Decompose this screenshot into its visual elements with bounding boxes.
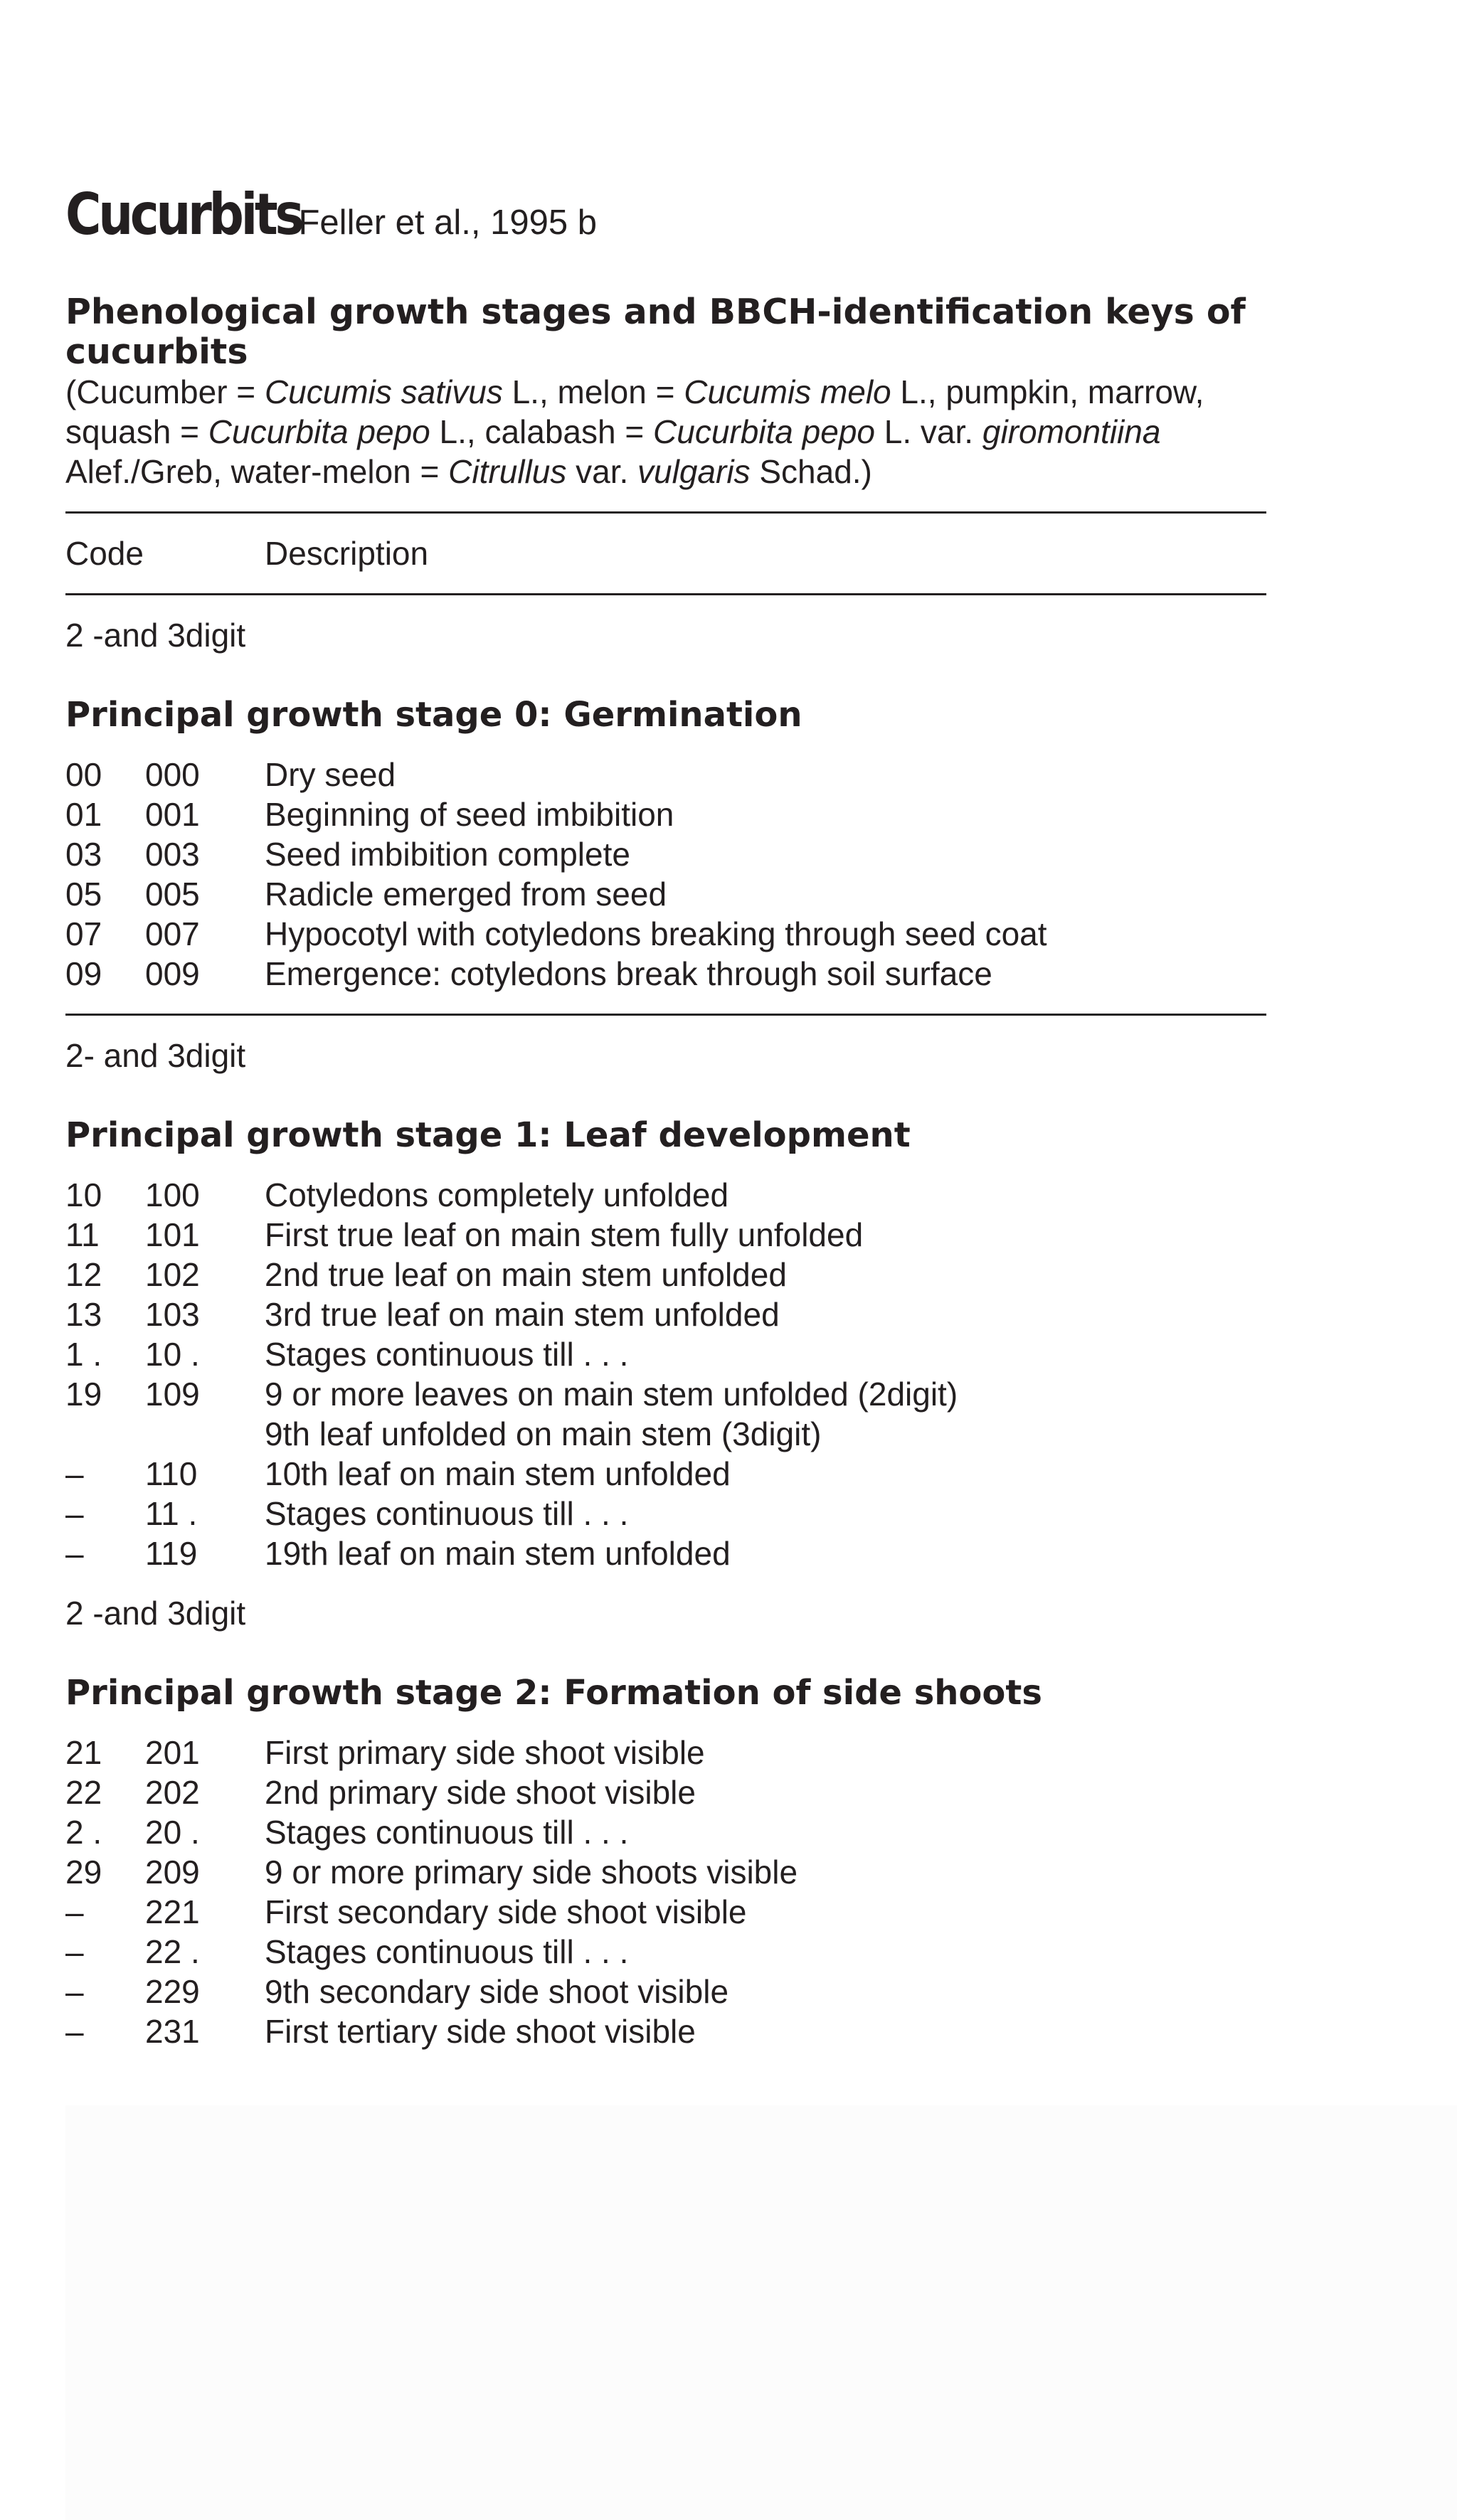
stage-description: 9 or more primary side shoots visible (265, 1854, 798, 1891)
stage-row (65, 954, 1266, 994)
code-3digit: 003 (145, 836, 200, 873)
stage-row (65, 1772, 1266, 1812)
stage-title: Principal growth stage 0: Germination (65, 695, 802, 735)
code-2digit: – (65, 1973, 84, 2010)
title-author: Feller et al., 1995 b (298, 203, 597, 242)
stage-row (65, 1175, 1266, 1215)
code-3digit: 20 . (145, 1814, 200, 1851)
code-2digit: – (65, 1933, 84, 1970)
stage-row (65, 1494, 1266, 1533)
code-2digit: – (65, 2013, 84, 2050)
section-rule (65, 1014, 1266, 1016)
stage-row (65, 1374, 1266, 1414)
code-3digit: 10 . (145, 1336, 200, 1373)
stage-description: 2nd true leaf on main stem unfolded (265, 1256, 787, 1293)
stage-row (65, 1294, 1266, 1334)
stage-description: First secondary side shoot visible (265, 1893, 747, 1930)
stage-description: Stages continuous till . . . (265, 1814, 629, 1851)
code-3digit: 100 (145, 1176, 200, 1213)
species-text: L., pumpkin, marrow, squash = (65, 373, 1204, 450)
digit-label: 2 -and 3digit (65, 617, 246, 654)
code-3digit: 229 (145, 1973, 200, 2010)
stage-description: 19th leaf on main stem unfolded (265, 1535, 731, 1572)
stage-row (65, 755, 1266, 794)
stage-row (65, 1533, 1266, 1573)
species-name: Cucurbita pepo (653, 413, 875, 450)
code-2digit: 22 (65, 1774, 102, 1811)
code-2digit: – (65, 1495, 84, 1532)
species-name: vulgaris (637, 453, 751, 490)
digit-label: 2- and 3digit (65, 1037, 246, 1074)
code-2digit: 03 (65, 836, 102, 873)
species-name: Cucumis melo (684, 373, 891, 410)
stage-row (65, 794, 1266, 834)
code-2digit: 05 (65, 876, 102, 913)
stage-row (65, 1932, 1266, 1972)
code-3digit: 110 (145, 1455, 198, 1492)
table-header (65, 514, 1266, 593)
species-text: (Cucumber = (65, 373, 265, 410)
title-row (65, 181, 1266, 267)
stage-row (65, 874, 1266, 914)
code-2digit: 10 (65, 1176, 102, 1213)
code-2digit: 2 . (65, 1814, 102, 1851)
code-3digit (145, 1414, 265, 1454)
stage-title: Principal growth stage 2: Formation of side shoots (65, 1673, 1042, 1713)
species-text: Alef./Greb, water-melon = (65, 453, 449, 490)
growth-stage-section (65, 1036, 1266, 1573)
code-3digit: 103 (145, 1296, 200, 1333)
code-3digit: 000 (145, 756, 200, 793)
stage-row (65, 1255, 1266, 1294)
code-3digit: 109 (145, 1376, 200, 1413)
stage-description: Seed imbibition complete (265, 836, 630, 873)
code-column-header: Code (65, 535, 144, 572)
code-3digit: 005 (145, 876, 200, 913)
stage-description: 2nd primary side shoot visible (265, 1774, 696, 1811)
description-column-header: Description (265, 535, 429, 572)
stage-description: Stages continuous till . . . (265, 1933, 629, 1970)
code-2digit: 11 (65, 1216, 100, 1253)
stage-row (65, 1852, 1266, 1892)
stage-row (65, 1892, 1266, 1932)
stage-description: Stages continuous till . . . (265, 1336, 629, 1373)
code-2digit: 07 (65, 915, 102, 952)
stage-row (65, 1733, 1266, 1772)
stage-row (65, 1812, 1266, 1852)
species-text: Schad.) (750, 453, 872, 490)
code-2digit: – (65, 1535, 84, 1572)
stage-row (65, 1972, 1266, 2011)
stage-description: 9th secondary side shoot visible (265, 1973, 729, 2010)
species-name: Citrullus (448, 453, 567, 490)
code-3digit: 001 (145, 796, 200, 833)
code-2digit: 1 . (65, 1336, 102, 1373)
code-3digit: 119 (145, 1535, 198, 1572)
stage-description: 9th leaf unfolded on main stem (3digit) (265, 1415, 822, 1452)
code-2digit (65, 1414, 145, 1454)
stage-description: Cotyledons completely unfolded (265, 1176, 729, 1213)
species-text: L., calabash = (430, 413, 654, 450)
code-3digit: 102 (145, 1256, 200, 1293)
digit-label: 2 -and 3digit (65, 1595, 246, 1632)
stage-row (65, 834, 1266, 874)
stage-description: Stages continuous till . . . (265, 1495, 629, 1532)
stage-description: First primary side shoot visible (265, 1734, 705, 1771)
code-3digit: 11 . (145, 1495, 198, 1532)
code-3digit: 221 (145, 1893, 200, 1930)
code-3digit: 202 (145, 1774, 200, 1811)
page-title: Cucurbits (65, 181, 302, 248)
code-2digit: 21 (65, 1734, 102, 1771)
species-name: Cucurbita pepo (208, 413, 430, 450)
species-text: L., melon = (502, 373, 684, 410)
stage-description: Dry seed (265, 756, 396, 793)
code-3digit: 007 (145, 915, 200, 952)
code-2digit: 29 (65, 1854, 102, 1891)
document-subtitle: Phenological growth stages and BBCH-identification keys of cucurbits (65, 292, 1246, 372)
stage-description: 9 or more leaves on main stem unfolded (2digit) (265, 1376, 958, 1413)
stage-description: 10th leaf on main stem unfolded (265, 1455, 731, 1492)
page-bottom-band (65, 2105, 1457, 2520)
species-name: giromontiina (982, 413, 1161, 450)
species-text: var. (566, 453, 638, 490)
code-2digit: 00 (65, 756, 102, 793)
code-2digit: 01 (65, 796, 102, 833)
code-2digit: – (65, 1455, 84, 1492)
species-list (65, 372, 1266, 491)
code-3digit: 201 (145, 1734, 200, 1771)
growth-stage-section (65, 615, 1266, 1016)
stage-row (65, 1454, 1266, 1494)
stage-title: Principal growth stage 1: Leaf development (65, 1115, 911, 1155)
stage-description: Radicle emerged from seed (265, 876, 667, 913)
code-2digit: 13 (65, 1296, 102, 1333)
document-content (65, 181, 1266, 2051)
stage-row (65, 2011, 1266, 2051)
species-text: L. var. (875, 413, 982, 450)
code-3digit: 231 (145, 2013, 200, 2050)
code-3digit: 22 . (145, 1933, 200, 1970)
code-2digit: 09 (65, 955, 102, 992)
code-3digit: 101 (145, 1216, 200, 1253)
species-name: Cucumis sativus (264, 373, 503, 410)
code-2digit: – (65, 1893, 84, 1930)
code-2digit: 19 (65, 1376, 102, 1413)
header-bottom-rule (65, 593, 1266, 595)
stage-row (65, 1414, 1266, 1454)
stage-row (65, 914, 1266, 954)
code-3digit: 209 (145, 1854, 200, 1891)
growth-stage-sections (65, 615, 1266, 2051)
stage-description: 3rd true leaf on main stem unfolded (265, 1296, 780, 1333)
stage-description: Hypocotyl with cotyledons breaking through seed coat (265, 915, 1047, 952)
code-2digit: 12 (65, 1256, 102, 1293)
stage-description: Beginning of seed imbibition (265, 796, 674, 833)
code-3digit: 009 (145, 955, 200, 992)
stage-row (65, 1215, 1266, 1255)
stage-description: First tertiary side shoot visible (265, 2013, 696, 2050)
stage-row (65, 1334, 1266, 1374)
growth-stage-section (65, 1593, 1266, 2051)
stage-description: First true leaf on main stem fully unfolded (265, 1216, 864, 1253)
stage-description: Emergence: cotyledons break through soil surface (265, 955, 992, 992)
